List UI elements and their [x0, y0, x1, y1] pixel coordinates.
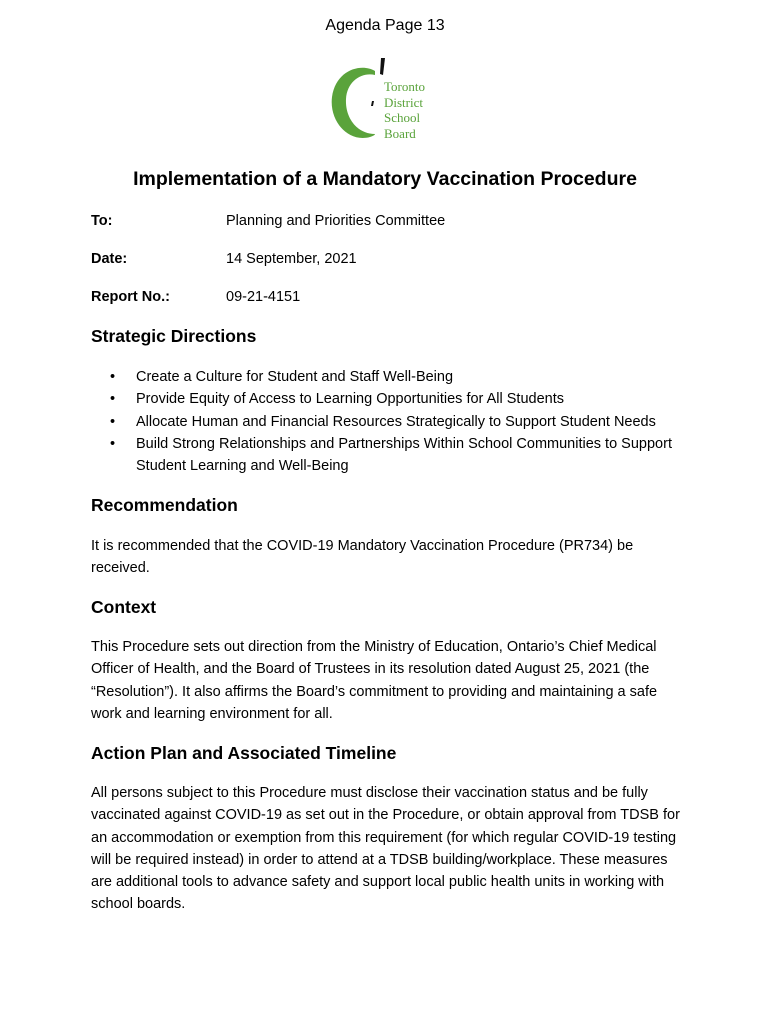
meta-value: 09-21-4151: [226, 289, 301, 305]
logo-line: Toronto: [384, 79, 425, 94]
document-title: Implementation of a Mandatory Vaccination Procedure: [133, 168, 637, 190]
meta-value: Planning and Priorities Committee: [226, 213, 446, 229]
section-heading-strategic-directions: Strategic Directions: [91, 326, 257, 346]
bullet-icon: •: [110, 369, 116, 385]
section-heading-context: Context: [91, 597, 157, 617]
logo-line: School: [384, 110, 421, 125]
bullet-icon: •: [110, 413, 116, 430]
meta-value: 14 September, 2021: [226, 251, 357, 267]
list-item-text: Provide Equity of Access to Learning Opportunities for All Students: [136, 391, 564, 408]
list-item-text: Build Strong Relationships and Partnerships Within School Communities to Support Student Learning and Well-Being: [136, 435, 672, 475]
list-item-text: Create a Culture for Student and Staff Well-Being: [136, 369, 454, 385]
list-item: [110, 366, 710, 388]
tdsb-logo: [328, 55, 448, 145]
meta-label: To:: [91, 213, 113, 229]
logo-text: [384, 79, 425, 141]
list-item: [110, 388, 710, 410]
list-item: [110, 411, 710, 433]
action-plan-body: All persons subject to this Procedure must disclose their vaccination status and be fully vaccinated against COVID-19 as set out in the Procedure, or obtain approval from TDSB for an accommodation or exemption from this requirement (for which regular COVID-19 testing will be required instead) in order to attend at a TDSB building/workplace. These measures are additional tools to advance safety and support local public health units in working with school boards.: [91, 785, 680, 913]
meta-label: Date:: [91, 251, 128, 267]
section-heading-recommendation: Recommendation: [91, 495, 238, 515]
meta-label: Report No.:: [91, 289, 170, 305]
logo-line: Board: [384, 125, 416, 141]
agenda-page-header: Agenda Page 13: [325, 17, 445, 34]
strategic-directions-list: [110, 366, 710, 477]
bullet-icon: •: [110, 391, 116, 408]
list-item-text: Allocate Human and Financial Resources Strategically to Support Student Needs: [136, 413, 656, 430]
bullet-icon: •: [110, 435, 116, 452]
recommendation-body: It is recommended that the COVID-19 Mandatory Vaccination Procedure (PR734) be received.: [91, 538, 634, 577]
section-heading-action-plan: Action Plan and Associated Timeline: [91, 743, 397, 763]
logo-line: District: [384, 94, 423, 110]
list-item: [110, 433, 710, 478]
context-body: This Procedure sets out direction from the Ministry of Education, Ontario’s Chief Medical Officer of Health, and the Board of Trustees in its resolution dated August 25, 2021 (the “Resolution”). It also affirms the Board’s commitment to providing and maintaining a safe work and learning environment for all.: [91, 639, 658, 722]
